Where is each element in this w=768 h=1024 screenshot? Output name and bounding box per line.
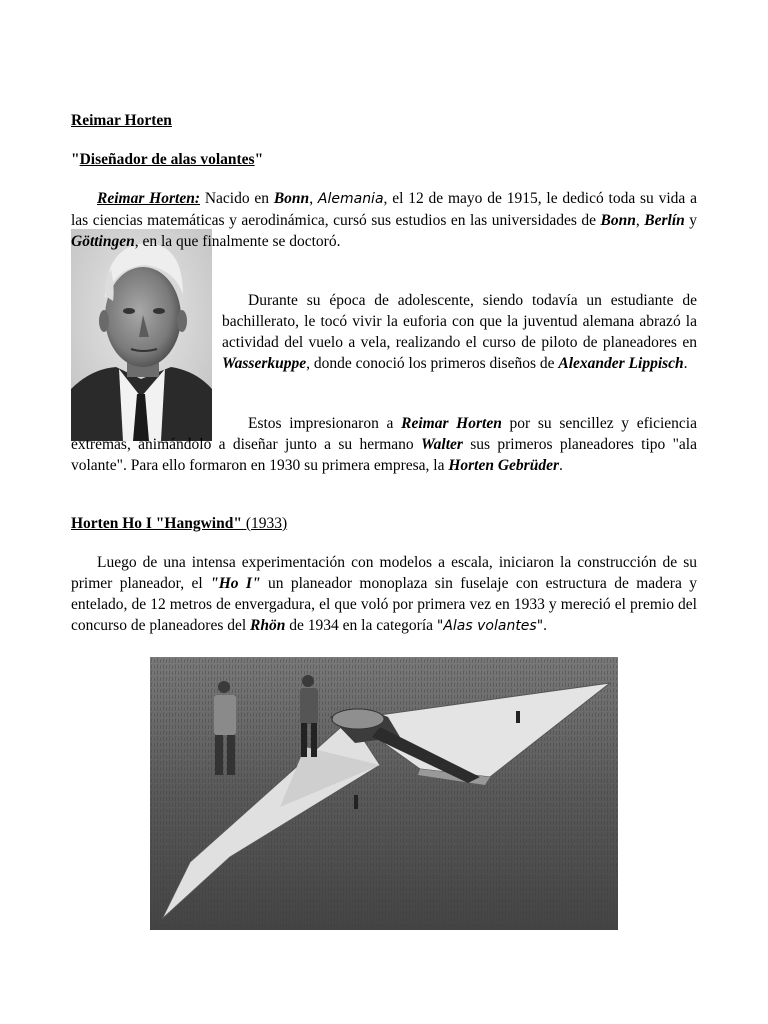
section-heading-ho-i: Horten Ho I "Hangwind" (1933) [71,515,288,532]
document-subtitle [71,150,263,170]
subtitle-text: Diseñador de alas volantes [79,151,255,168]
quote-open: " [71,151,80,168]
document-title: Reimar Horten [71,112,172,129]
paragraph-inspiration: Estos impresionaron a Reimar Horten por su sencillez y eficiencia extremas, animándolo a diseñar junto a su hermano Walter sus primeros planeadores tipo "ala volante". Para ello formaron en 1930 su primera empresa, la Horten Gebrüder. [71,415,697,474]
quote-close: " [254,151,264,168]
paragraph-adolescence: Durante su época de adolescente, siendo todavía un estudiante de bachillerato, le tocó vivir la euforia con que la juventud alemana abrazó la actividad del vuelo a vela, realizando el curso de piloto de planeadores en Wasserkuppe, donde conoció los primeros diseños de Alexander Lippisch. [222,292,697,372]
paragraph-ho-i: Luego de una intensa experimentación con modelos a escala, iniciaron la construcción de su primer planeador, el "Ho I" un planeador monoplaza sin fuselaje con estructura de madera y entelado, de 12 metros de envergadura, el que voló por primera vez en 1933 y mereció el premio del concurso de planeadores del Rhön de 1934 en la categoría "Alas volantes". [71,554,697,634]
name-reimar-horten: Reimar Horten: [97,190,200,207]
glider-photo [150,657,618,930]
paragraph-intro: Reimar Horten: Nacido en Bonn, Alemania, el 12 de mayo de 1915, le dedicó toda su vida a las ciencias matemáticas y aerodinámica, cursó sus estudios en las universidades de Bonn, Berlín y Göttingen, en la que finalmente se doctoró. [71,190,698,250]
portrait-photo [71,229,212,441]
